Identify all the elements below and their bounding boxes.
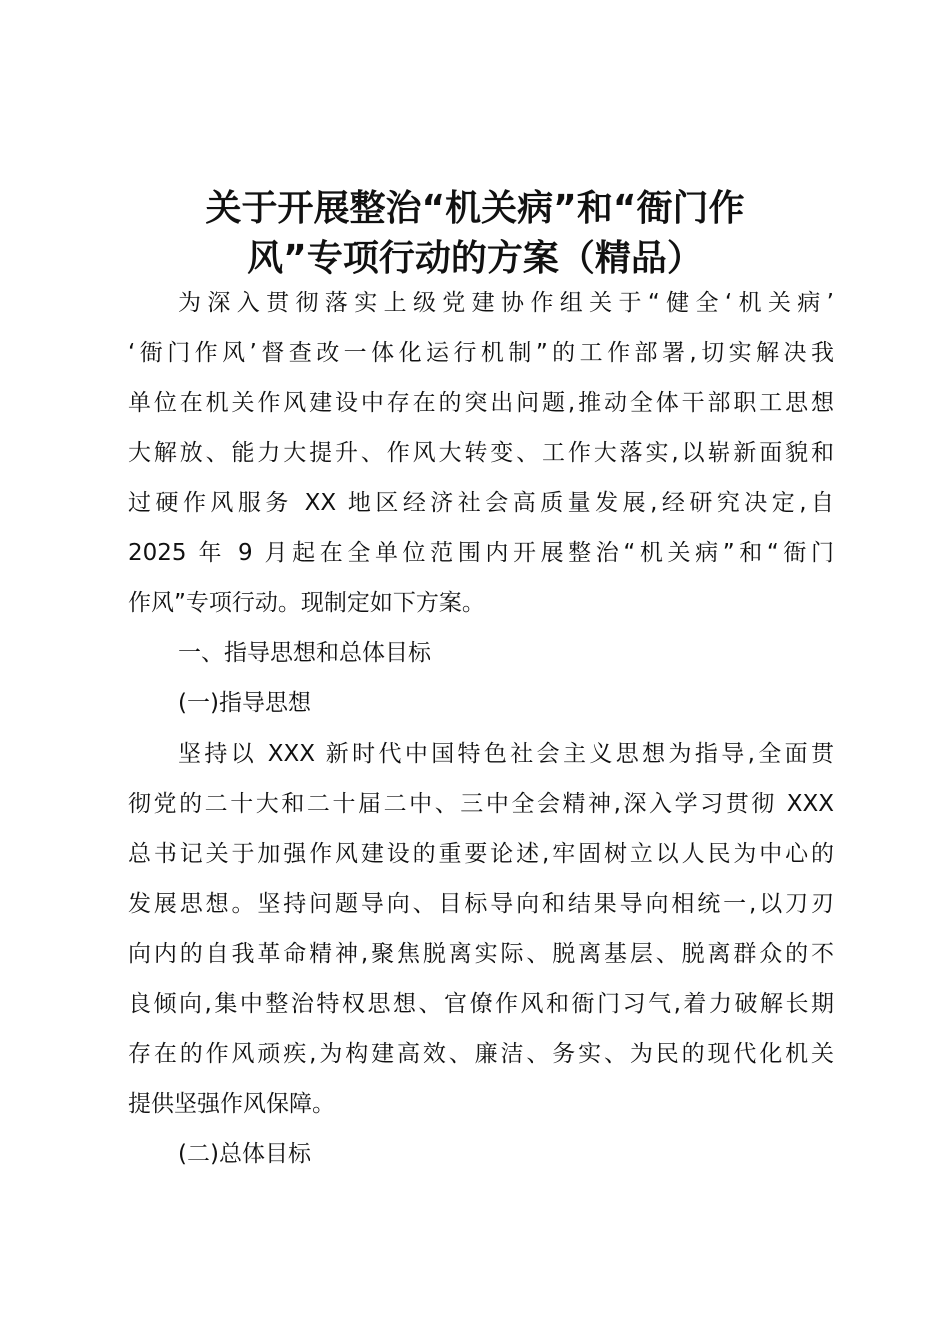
paragraph-1-line: 大解放、能力大提升、作风大转变、工作大落实,以崭新面貌和 xyxy=(128,440,834,466)
paragraph-2-line: 彻党的二十大和二十届二中、三中全会精神,深入学习贯彻 XXX xyxy=(128,791,834,817)
paragraph-2-line: 存在的作风顽疾,为构建高效、廉洁、务实、为民的现代化机关 xyxy=(128,1041,834,1067)
document-title-line-2: 风”专项行动的方案（精品） xyxy=(247,238,703,279)
paragraph-1-line: 作风”专项行动。现制定如下方案。 xyxy=(128,590,485,616)
paragraph-2-line: 良倾向,集中整治特权思想、官僚作风和衙门习气,着力破解长期 xyxy=(128,991,834,1017)
subsection-heading: (二)总体目标 xyxy=(178,1141,311,1167)
paragraph-2-line: 提供坚强作风保障。 xyxy=(128,1091,335,1117)
paragraph-2-line: 坚持以 XXX 新时代中国特色社会主义思想为指导,全面贯 xyxy=(178,741,834,767)
paragraph-1-line: 单位在机关作风建设中存在的突出问题,推动全体干部职工思想 xyxy=(128,390,834,416)
paragraph-2-line: 向内的自我革命精神,聚焦脱离实际、脱离基层、脱离群众的不 xyxy=(128,941,834,967)
paragraph-1-line: ‘衙门作风’督查改一体化运行机制”的工作部署,切实解决我 xyxy=(128,340,834,366)
paragraph-2-line: 总书记关于加强作风建设的重要论述,牢固树立以人民为中心的 xyxy=(128,841,834,867)
subsection-heading: (一)指导思想 xyxy=(178,690,311,716)
paragraph-1-line: 过硬作风服务 XX 地区经济社会高质量发展,经研究决定,自 xyxy=(128,490,834,516)
document-title-line-1: 关于开展整治“机关病”和“衙门作 xyxy=(205,188,745,229)
paragraph-2-line: 发展思想。坚持问题导向、目标导向和结果导向相统一,以刀刃 xyxy=(128,891,834,917)
paragraph-1-line: 2025 年 9 月起在全单位范围内开展整治“机关病”和“衙门 xyxy=(128,540,834,566)
section-heading: 一、指导思想和总体目标 xyxy=(178,640,431,666)
paragraph-1-line: 为深入贯彻落实上级党建协作组关于“健全‘机关病’ xyxy=(178,290,834,316)
